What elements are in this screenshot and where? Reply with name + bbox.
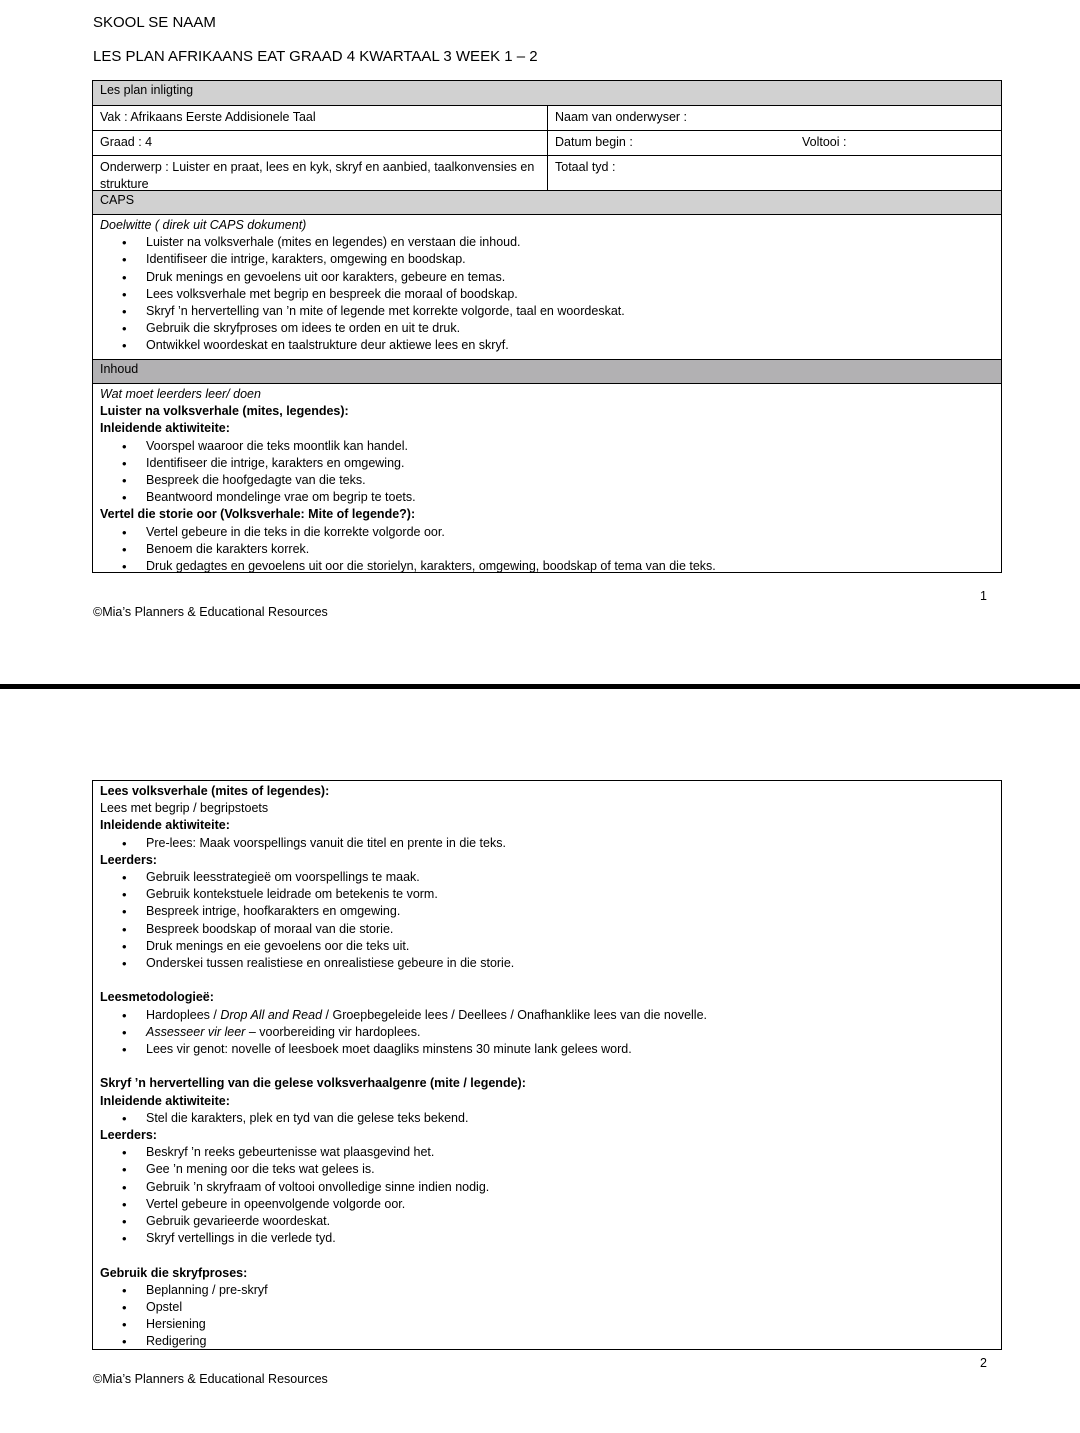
vertel-list	[100, 524, 994, 576]
vak-cell: Vak : Afrikaans Eerste Addisionele Taal	[93, 106, 548, 130]
inleidende-list	[100, 835, 994, 852]
list-item: • Opstel	[100, 1299, 994, 1316]
doelwitte-section	[93, 215, 1001, 359]
page-2	[0, 689, 1080, 1433]
metodologie-list	[100, 1007, 994, 1059]
list-item: • Ontwikkel woordeskat en taalstrukture deur aktiewe lees en skryf.	[100, 337, 994, 354]
page-number: 2	[980, 1356, 987, 1370]
list-item: • Bespreek intrige, hoofkarakters en omgewing.	[100, 903, 994, 920]
list-item: • Hersiening	[100, 1316, 994, 1333]
list-item: • Skryf vertellings in die verlede tyd.	[100, 1230, 994, 1247]
list-item: • Benoem die karakters korrek.	[100, 541, 994, 558]
lees-heading: Lees volksverhale (mites of legendes):	[100, 784, 330, 798]
list-item: • Beskryf ’n reeks gebeurtenisse wat plaasgevind het.	[100, 1144, 994, 1161]
onderwerp-cell: Onderwerp : Luister en praat, lees en kyk, skryf en aanbied, taalkonvensies en strukture	[93, 156, 548, 190]
list-item: • Voorspel waaroor die teks moontlik kan handel.	[100, 438, 994, 455]
skryfproses-heading: Gebruik die skryfproses:	[100, 1265, 248, 1280]
lees-section	[93, 781, 1001, 1349]
list-item: • Identifiseer die intrige, karakters en omgewing.	[100, 455, 994, 472]
footer-copyright: ©Mia’s Planners & Educational Resources	[93, 1372, 328, 1386]
skryf-inleidende-list	[100, 1110, 994, 1127]
date-cell	[548, 131, 1001, 155]
luister-heading: Luister na volksverhale (mites, legendes):	[100, 404, 349, 419]
inhoud-section	[93, 384, 1001, 572]
complete-label: Voltooi :	[802, 135, 847, 149]
school-name: SKOOL SE NAAM	[93, 14, 216, 31]
page-number: 1	[980, 589, 987, 603]
caps-header: CAPS	[93, 191, 1001, 215]
inleidende-heading: Inleidende aktiwiteite:	[100, 818, 230, 833]
row-graad	[93, 131, 1001, 156]
doelwitte-list	[100, 234, 994, 354]
text: – voorbereiding vir hardoplees.	[245, 1024, 421, 1039]
lees-sub: Lees met begrip / begripstoets	[100, 801, 269, 816]
inleidende-list	[100, 438, 994, 507]
list-item: • Stel die karakters, plek en tyd van die gelese teks bekend.	[100, 1110, 994, 1127]
list-item: • Gebruik die skryfproses om idees te orden en uit te druk.	[100, 320, 994, 337]
inhoud-intro: Wat moet leerders leer/ doen	[100, 387, 261, 401]
list-item: • Druk menings en eie gevoelens oor die teks uit.	[100, 938, 994, 955]
list-item: • Pre-lees: Maak voorspellings vanuit die titel en prente in die teks.	[100, 835, 994, 852]
list-item: • Gebruik gevarieerde woordeskat.	[100, 1213, 994, 1230]
list-item: • Onderskei tussen realistiese en onrealistiese gebeure in die storie.	[100, 955, 994, 972]
list-item: • Druk menings en gevoelens uit oor karakters, gebeure en temas.	[100, 269, 994, 286]
metodologie-heading: Leesmetodologieë:	[100, 990, 214, 1005]
list-item: • Beplanning / pre-skryf	[100, 1282, 994, 1299]
skryf-heading: Skryf ’n hervertelling van die gelese volksverhaalgenre (mite / legende):	[100, 1076, 526, 1091]
doelwitte-intro: Doelwitte ( direk uit CAPS dokument)	[100, 218, 307, 232]
leerders-heading: Leerders:	[100, 852, 157, 867]
total-time-cell: Totaal tyd :	[555, 160, 616, 174]
row-vak	[93, 106, 1001, 131]
row-onderwerp	[93, 156, 1001, 191]
list-item: • Gebruik ’n skryfraam of voltooi onvolledige sinne indien nodig.	[100, 1179, 994, 1196]
start-date-label: Datum begin :	[555, 135, 633, 149]
list-item: • Lees volksverhale met begrip en bespreek die moraal of boodskap.	[100, 286, 994, 303]
graad-cell: Graad : 4	[93, 131, 548, 155]
list-item	[100, 1007, 994, 1024]
list-item: • Skryf ’n hervertelling van ’n mite of legende met korrekte volgorde, taal en woordeskat.	[100, 303, 994, 320]
list-item: • Beantwoord mondelinge vrae om begrip te toets.	[100, 489, 994, 506]
skryfproses-list	[100, 1282, 994, 1351]
spacer	[100, 972, 994, 989]
skryf-leerders-heading: Leerders:	[100, 1128, 157, 1143]
list-item: • Vertel gebeure in die teks in die korrekte volgorde oor.	[100, 524, 994, 541]
leerders-list	[100, 869, 994, 972]
list-item: • Gee ’n mening oor die teks wat gelees is.	[100, 1161, 994, 1178]
text-italic: Drop All and Read	[220, 1007, 323, 1022]
spacer	[100, 1058, 994, 1075]
list-item: • Identifiseer die intrige, karakters, omgewing en boodskap.	[100, 251, 994, 268]
skryf-leerders-list	[100, 1144, 994, 1247]
inleidende-heading: Inleidende aktiwiteite:	[100, 421, 230, 436]
list-item: • Bespreek die hoofgedagte van die teks.	[100, 472, 994, 489]
footer-copyright: ©Mia’s Planners & Educational Resources	[93, 605, 328, 619]
teacher-name-cell: Naam van onderwyser :	[555, 110, 688, 124]
list-item: • Bespreek boodskap of moraal van die storie.	[100, 921, 994, 938]
info-header: Les plan inligting	[93, 81, 1001, 106]
text: / Groepbegeleide lees / Deellees / Onafhanklike lees van die novelle.	[322, 1007, 708, 1022]
list-item: • Gebruik leesstrategieë om voorspellings te maak.	[100, 869, 994, 886]
list-item: • Luister na volksverhale (mites en legendes) en verstaan die inhoud.	[100, 234, 994, 251]
list-item: • Vertel gebeure in opeenvolgende volgorde oor.	[100, 1196, 994, 1213]
lesson-plan-title: LES PLAN AFRIKAANS EAT GRAAD 4 KWARTAAL 3 WEEK 1 – 2	[93, 48, 538, 65]
text-italic: Assesseer vir leer	[146, 1024, 246, 1039]
lesson-content-table	[92, 780, 1002, 1350]
list-item	[100, 1024, 994, 1041]
list-item: • Redigering	[100, 1333, 994, 1350]
text: Hardoplees /	[146, 1007, 221, 1022]
skryf-inleidende-heading: Inleidende aktiwiteite:	[100, 1093, 230, 1108]
vertel-heading: Vertel die storie oor (Volksverhale: Mite of legende?):	[100, 507, 416, 522]
inhoud-header: Inhoud	[93, 359, 1001, 384]
page-1	[0, 0, 1080, 684]
list-item: • Gebruik kontekstuele leidrade om betekenis te vorm.	[100, 886, 994, 903]
list-item: • Lees vir genot: novelle of leesboek moet daagliks minstens 30 minute lank gelees word.	[100, 1041, 994, 1058]
spacer	[100, 1247, 994, 1264]
list-item: • Druk gedagtes en gevoelens uit oor die storielyn, karakters, omgewing, boodskap of tema van die teks.	[100, 558, 994, 575]
lesson-plan-table	[92, 80, 1002, 573]
